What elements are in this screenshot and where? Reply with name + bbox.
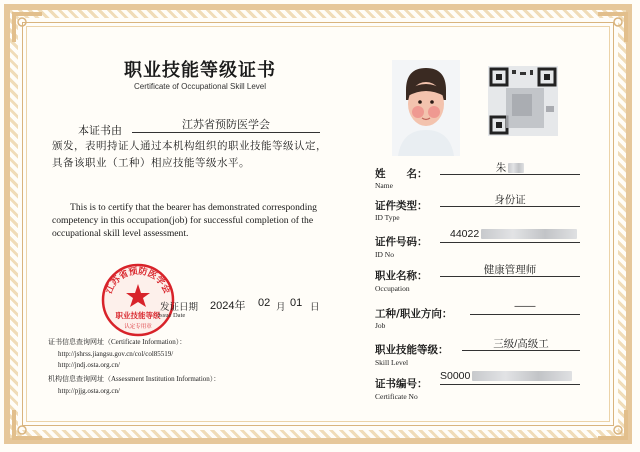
holder-value: 江苏省预防医学会 (132, 116, 320, 133)
id-type-value: 身份证 (440, 192, 580, 207)
occupation-label: 职业名称： (375, 270, 428, 282)
chinese-statement: 颁发，表明持证人通过本机构组织的职业技能等级认定，具备该职业（工种）相应技能等级水平。 (52, 140, 327, 169)
job-label-en: Job (375, 321, 386, 330)
issue-day: 01 (290, 297, 303, 309)
certificate-subtitle: Certificate of Occupational Skill Level (133, 82, 267, 91)
id-number-label: 证件号码： (375, 236, 428, 248)
id-number-label-en: ID No (375, 250, 394, 259)
corner-ornament-icon (10, 408, 44, 442)
cert-query-label: 证书信息查询网址（Certificate Information）： (48, 338, 187, 346)
id-type-label-en: ID Type (375, 213, 400, 222)
issue-year: 2024年 (210, 300, 246, 312)
id-type-label: 证件类型： (375, 200, 428, 212)
holder-photo (392, 60, 460, 156)
inst-query-label: 机构信息查询网址（Assessment Institution Information）： (48, 375, 221, 383)
seal-bottom-text: 认定专用章 (124, 324, 152, 330)
skill-level-label-en: Skill Level (375, 358, 409, 367)
cert-number-label-en: Certificate No (375, 392, 418, 401)
issue-month-unit: 月 (276, 302, 286, 313)
qr-code-icon (488, 66, 558, 136)
name-label: 姓 名： (375, 168, 428, 180)
issue-date-label: 发证日期 (160, 302, 199, 313)
skill-level-label: 职业技能等级： (375, 344, 449, 356)
issue-date-en: Issue Date (158, 312, 186, 319)
occupation-label-en: Occupation (375, 284, 410, 293)
cert-number-label: 证书编号： (375, 378, 428, 390)
english-statement: This is to certify that the bearer has demonstrated corresponding competency in this occupation(job) for successful completion of the occupational skill level assessment. (52, 202, 317, 239)
holder-label: 本证书由 (78, 124, 122, 137)
cert-number-value: S0000 (440, 370, 580, 385)
corner-ornament-icon (596, 10, 630, 44)
cert-query-url-2: http://jndj.osta.org.cn/ (58, 361, 120, 369)
id-number-value: 44022 (440, 228, 580, 243)
job-value: —— (470, 300, 580, 315)
corner-ornament-icon (10, 10, 44, 44)
issue-day-unit: 日 (310, 302, 320, 313)
occupation-value: 健康管理师 (440, 262, 580, 277)
seal-arc-text: 江苏省预防医学会 (104, 266, 172, 296)
cert-query-url-1: http://jshrss.jiangsu.gov.cn/col/col85519/ (58, 350, 174, 358)
name-value: 朱 (440, 160, 580, 175)
corner-ornament-icon (596, 408, 630, 442)
name-label-en: Name (375, 181, 393, 190)
skill-level-value: 三级/高级工 (462, 336, 580, 351)
issue-month: 02 (258, 297, 271, 309)
inst-query-url: http://pjjg.osta.org.cn/ (58, 387, 120, 395)
job-label: 工种/职业方向： (375, 308, 453, 320)
certificate-title: 职业技能等级证书 (124, 60, 276, 81)
seal-center-text: 职业技能等级 (115, 311, 161, 320)
